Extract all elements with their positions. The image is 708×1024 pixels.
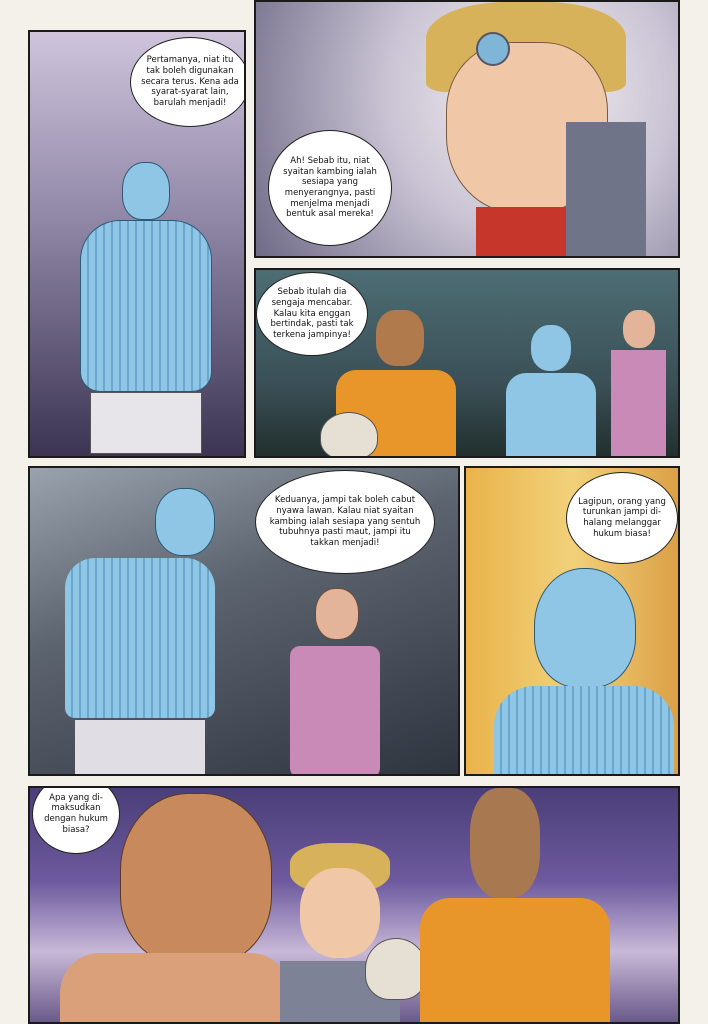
panel-blue-man-gesture <box>28 466 460 776</box>
speech-bubble <box>130 37 246 127</box>
boy-face-figure <box>406 2 646 258</box>
blue-man-closeup-figure <box>494 568 674 776</box>
pink-girl-figure <box>601 310 676 458</box>
blue-man-small-figure <box>501 325 601 458</box>
panel-group-skull <box>254 268 680 458</box>
panel-blue-man-closeup <box>464 466 680 776</box>
speech-text: Pertamanya, niat itu tak boleh digunakan secara terus. Kena ada syarat-syarat lain, barulah menjadi! <box>141 55 239 108</box>
skull-figure <box>320 412 378 458</box>
panel-big-man-asks <box>28 786 680 1024</box>
skull-figure <box>365 938 427 1000</box>
speech-text: Ah! Sebab itu, niat syaitan kambing ialah sesiapa yang menyerangnya, pasti menjelma menjadi bentuk asal mereka! <box>283 156 377 220</box>
speech-text: Keduanya, jampi tak boleh cabut nyawa lawan. Kalau niat syaitan kambing ialah sesiapa yang sentuh tubuhnya pasti maut, jampi itu takkan menjadi! <box>269 495 421 548</box>
blue-man-gesture-figure <box>35 488 225 776</box>
orange-robe-man-figure <box>420 788 610 1024</box>
pink-girl-figure <box>270 588 400 776</box>
speech-bubble <box>268 130 392 246</box>
panel-blue-man-standing <box>28 30 246 458</box>
blue-man-figure <box>70 162 220 458</box>
speech-text: Apa yang di-maksudkan dengan hukum biasa? <box>44 792 108 835</box>
speech-text: Sebab itulah dia sengaja mencabar. Kalau kita enggan bertindak, pasti tak terkena jampinya! <box>270 287 354 340</box>
speech-bubble <box>566 472 678 564</box>
speech-bubble <box>255 470 435 574</box>
speech-bubble <box>256 272 368 356</box>
panel-boy-shocked <box>254 0 680 258</box>
speech-text: Lagipun, orang yang turunkan jampi di-halang melanggar hukum biasa! <box>578 496 666 539</box>
